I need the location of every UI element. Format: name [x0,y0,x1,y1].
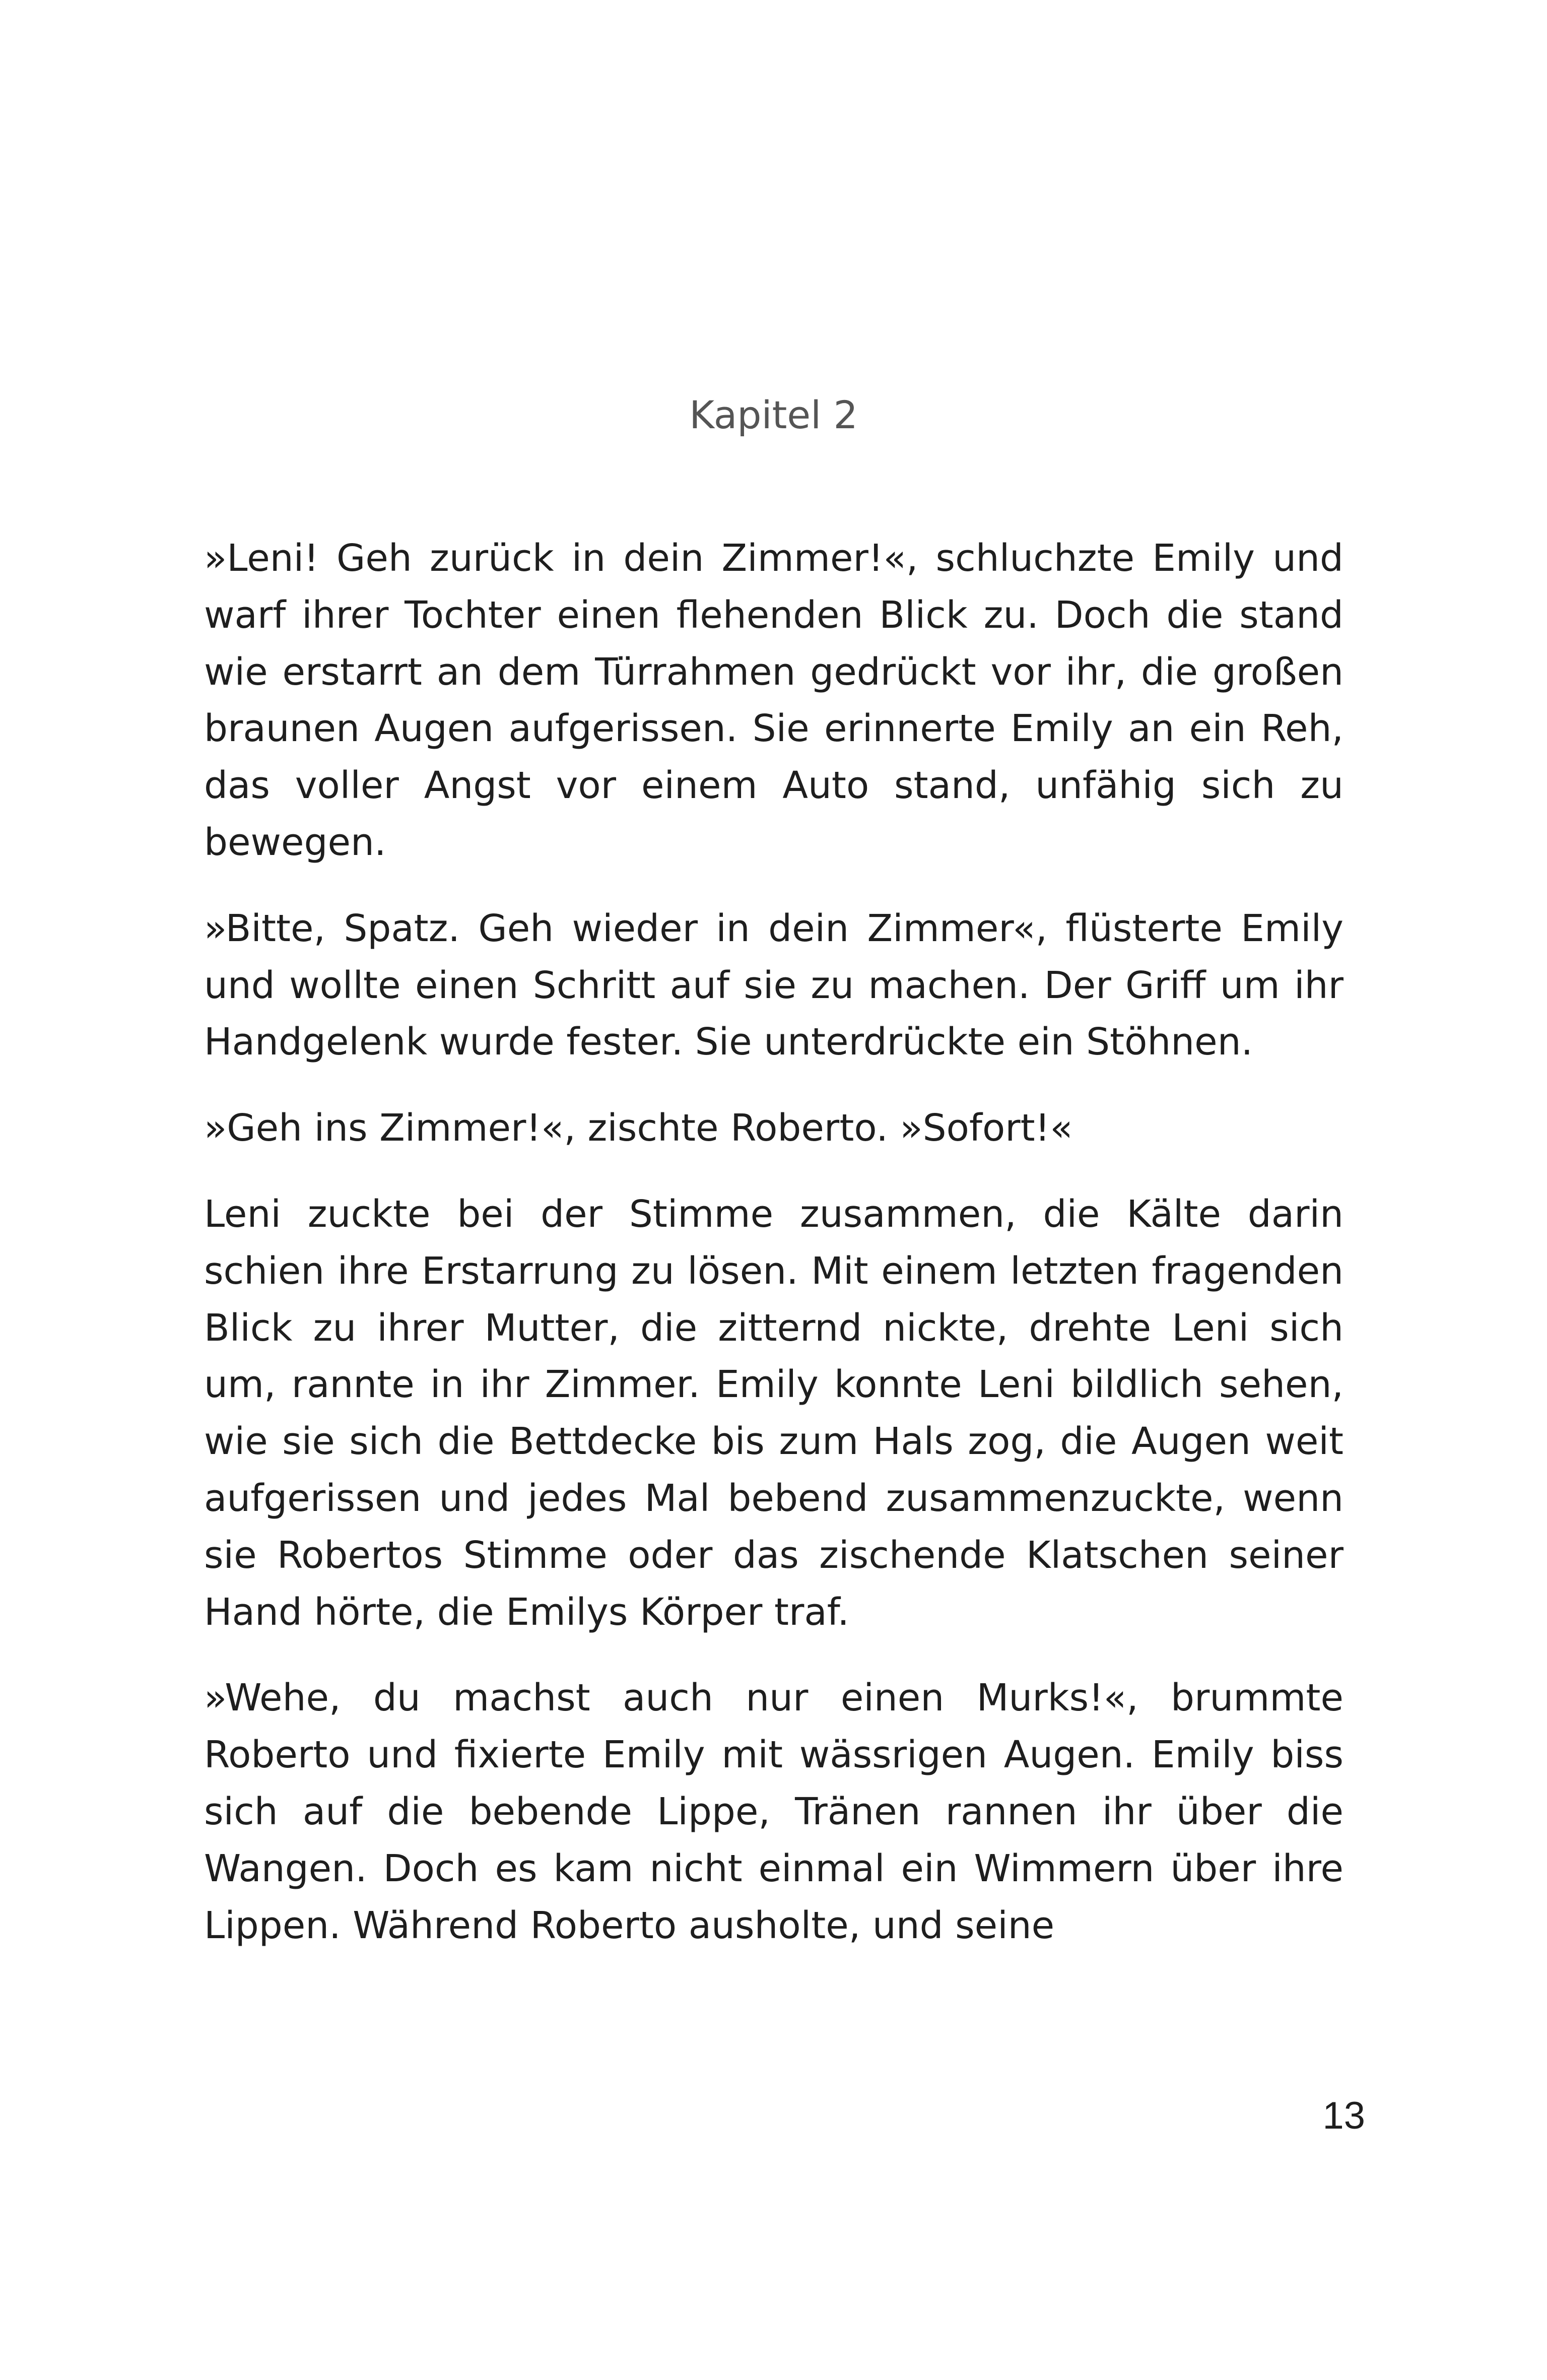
paragraph: Leni zuckte bei der Stimme zusammen, die Kälte darin schien ihre Erstarrung zu lösen. Mit einem letzten fragenden Blick zu ihrer Mutter, die zitternd nickte, drehte Leni sich um, rannte in ihr Zimmer. Emily konnte Leni bildlich sehen, wie sie sich die Bettdecke bis zum Hals zog, die Augen weit aufgerissen und jedes Mal bebend zusammenzuckte, wenn sie Robertos Stimme oder das zischende Klatschen seiner Hand hörte, die Emilys Körper traf. [204,1192,1343,1634]
page-number: 13 [1322,2094,1365,2137]
paragraph: »Leni! Geh zurück in dein Zimmer!«, schluchzte Emily und warf ihrer Tochter einen flehenden Blick zu. Doch die stand wie erstarrt an dem Türrahmen gedrückt vor ihr, die großen braunen Augen aufgerissen. Sie erinnerte Emily an ein Reh, das voller Angst vor einem Auto stand, unfähig sich zu bewegen. [204,537,1343,864]
chapter-title: Kapitel 2 [689,392,858,437]
paragraph: »Wehe, du machst auch nur einen Murks!«, brummte Roberto und fixierte Emily mit wässrigen Augen. Emily biss sich auf die bebende Lippe, Tränen rannen ihr über die Wangen. Doch es kam nicht einmal ein Wimmern über ihre Lippen. Während Roberto ausholte, und seine [204,1676,1343,1947]
paragraph: »Bitte, Spatz. Geh wieder in dein Zimmer«, flüsterte Emily und wollte einen Schritt auf sie zu machen. Der Griff um ihr Handgelenk wurde fester. Sie unterdrückte ein Stöhnen. [204,906,1343,1064]
paragraph: »Geh ins Zimmer!«, zischte Roberto. »Sofort!« [204,1106,1073,1150]
body-text [204,530,1343,1983]
